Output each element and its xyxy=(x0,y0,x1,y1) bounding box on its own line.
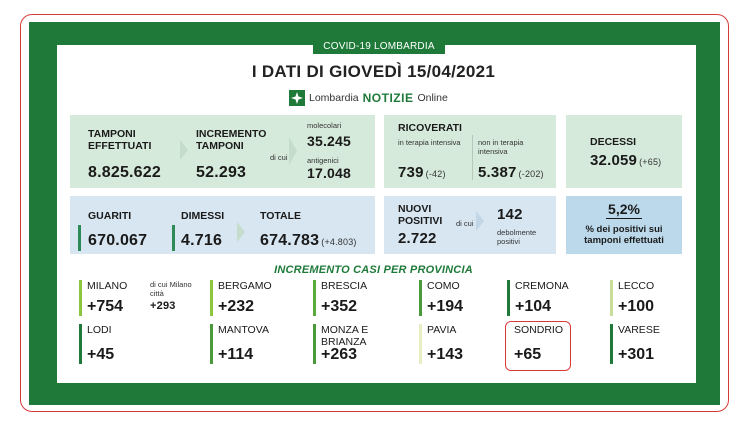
ricoverati-label: RICOVERATI xyxy=(398,122,462,134)
provincia-name: LECCO xyxy=(618,280,655,292)
decessi-delta: (+65) xyxy=(639,157,662,167)
totale-value xyxy=(260,232,357,250)
provincia-bar xyxy=(313,280,316,316)
province-title: INCREMENTO CASI PER PROVINCIA xyxy=(274,264,473,276)
divider xyxy=(472,135,473,180)
provincia-bar xyxy=(210,280,213,316)
provincia-bar xyxy=(313,324,316,364)
ricoverati-nti-label: non in terapia intensiva xyxy=(478,138,524,156)
molecolari-label: molecolari xyxy=(307,121,342,130)
nti-delta: (-202) xyxy=(518,169,544,179)
incremento-label: INCREMENTO TAMPONI xyxy=(196,128,267,152)
bar-accent xyxy=(78,225,81,251)
provincia-name: BRESCIA xyxy=(321,280,368,292)
tamponi-value: 8.825.622 xyxy=(88,164,161,181)
percentuale-label: % dei positivi sui tamponi effettuati xyxy=(584,224,664,246)
nuovi-positivi-label: NUOVI POSITIVI xyxy=(398,203,443,227)
percentuale-underline xyxy=(606,218,642,219)
totale-label: TOTALE xyxy=(260,210,302,222)
arrow-icon xyxy=(180,140,188,160)
provincia-name: PAVIA xyxy=(427,324,457,336)
provincia-name: LODI xyxy=(87,324,112,336)
provincia-value: +100 xyxy=(618,298,655,315)
arrow-icon xyxy=(289,137,297,165)
arrow-icon xyxy=(476,211,484,231)
nuovi-positivi-value: 2.722 xyxy=(398,230,437,247)
provincia-name: BERGAMO xyxy=(218,280,272,292)
tamponi-label: TAMPONI EFFETTUATI xyxy=(88,128,152,152)
percentuale-value: 5,2% xyxy=(608,201,640,217)
debolmente-value: 142 xyxy=(497,206,523,223)
provincia-name: SONDRIO xyxy=(514,324,564,336)
provincia-value: +301 xyxy=(618,346,655,363)
lombardia-logo-icon xyxy=(289,90,305,106)
provincia-value: +104 xyxy=(515,298,552,315)
nti-number: 5.387 xyxy=(478,164,517,181)
totale-delta: (+4.803) xyxy=(321,237,357,247)
provincia-value: +263 xyxy=(321,346,358,363)
dimessi-value: 4.716 xyxy=(181,232,223,249)
bar-accent xyxy=(172,225,175,251)
provincia-bar xyxy=(419,324,422,364)
ricoverati-ti-value xyxy=(398,164,446,181)
brand xyxy=(289,88,448,108)
antigenici-value: 17.048 xyxy=(307,165,352,181)
provincia-value: +232 xyxy=(218,298,255,315)
provincia-value: +45 xyxy=(87,346,115,363)
brand-notizie: NOTIZIE xyxy=(362,91,414,105)
arrow-icon xyxy=(237,222,245,242)
ricoverati-nti-value xyxy=(478,164,544,181)
provincia-bar xyxy=(79,324,82,364)
provincia-value: +194 xyxy=(427,298,464,315)
decessi-number: 32.059 xyxy=(590,152,638,169)
page-title: I DATI DI GIOVEDÌ 15/04/2021 xyxy=(251,62,496,81)
debolmente-label: debolmente positivi xyxy=(497,228,537,246)
provincia-value: +352 xyxy=(321,298,358,315)
provincia-name: MANTOVA xyxy=(218,324,269,336)
provincia-bar xyxy=(79,280,82,316)
antigenici-label: antigenici xyxy=(307,156,339,165)
top-tag: COVID-19 LOMBARDIA xyxy=(313,40,445,54)
provincia-bar xyxy=(507,280,510,316)
brand-prefix: Lombardia xyxy=(309,92,359,104)
provincia-bar xyxy=(610,280,613,316)
provincia-value: +114 xyxy=(218,346,254,363)
nuovi-dicui: di cui xyxy=(456,219,474,228)
provincia-bar xyxy=(610,324,613,364)
incremento-value: 52.293 xyxy=(196,164,247,181)
brand-suffix: Online xyxy=(417,92,448,104)
provincia-value: +754 xyxy=(87,298,124,315)
provincia-name: COMO xyxy=(427,280,460,292)
decessi-value xyxy=(590,152,661,169)
guariti-value: 670.067 xyxy=(88,232,148,249)
provincia-name: CREMONA xyxy=(515,280,569,292)
provincia-bar xyxy=(419,280,422,316)
totale-number: 674.783 xyxy=(260,232,320,249)
milano-citta-label: di cui Milano città xyxy=(150,280,192,298)
milano-citta-value: +293 xyxy=(150,300,176,312)
ti-number: 739 xyxy=(398,164,424,181)
provincia-value: +65 xyxy=(514,346,542,363)
provincia-name: MILANO xyxy=(87,280,128,292)
incremento-dicui: di cui xyxy=(270,153,288,162)
provincia-name: VARESE xyxy=(618,324,660,336)
dimessi-label: DIMESSI xyxy=(181,210,225,222)
guariti-label: GUARITI xyxy=(88,210,132,222)
provincia-bar xyxy=(210,324,213,364)
ricoverati-ti-label: in terapia intensiva xyxy=(398,138,461,147)
provincia-name: MONZA E BRIANZA xyxy=(321,324,369,348)
molecolari-value: 35.245 xyxy=(307,133,352,149)
provincia-value: +143 xyxy=(427,346,464,363)
ti-delta: (-42) xyxy=(425,169,446,179)
decessi-label: DECESSI xyxy=(590,136,637,148)
